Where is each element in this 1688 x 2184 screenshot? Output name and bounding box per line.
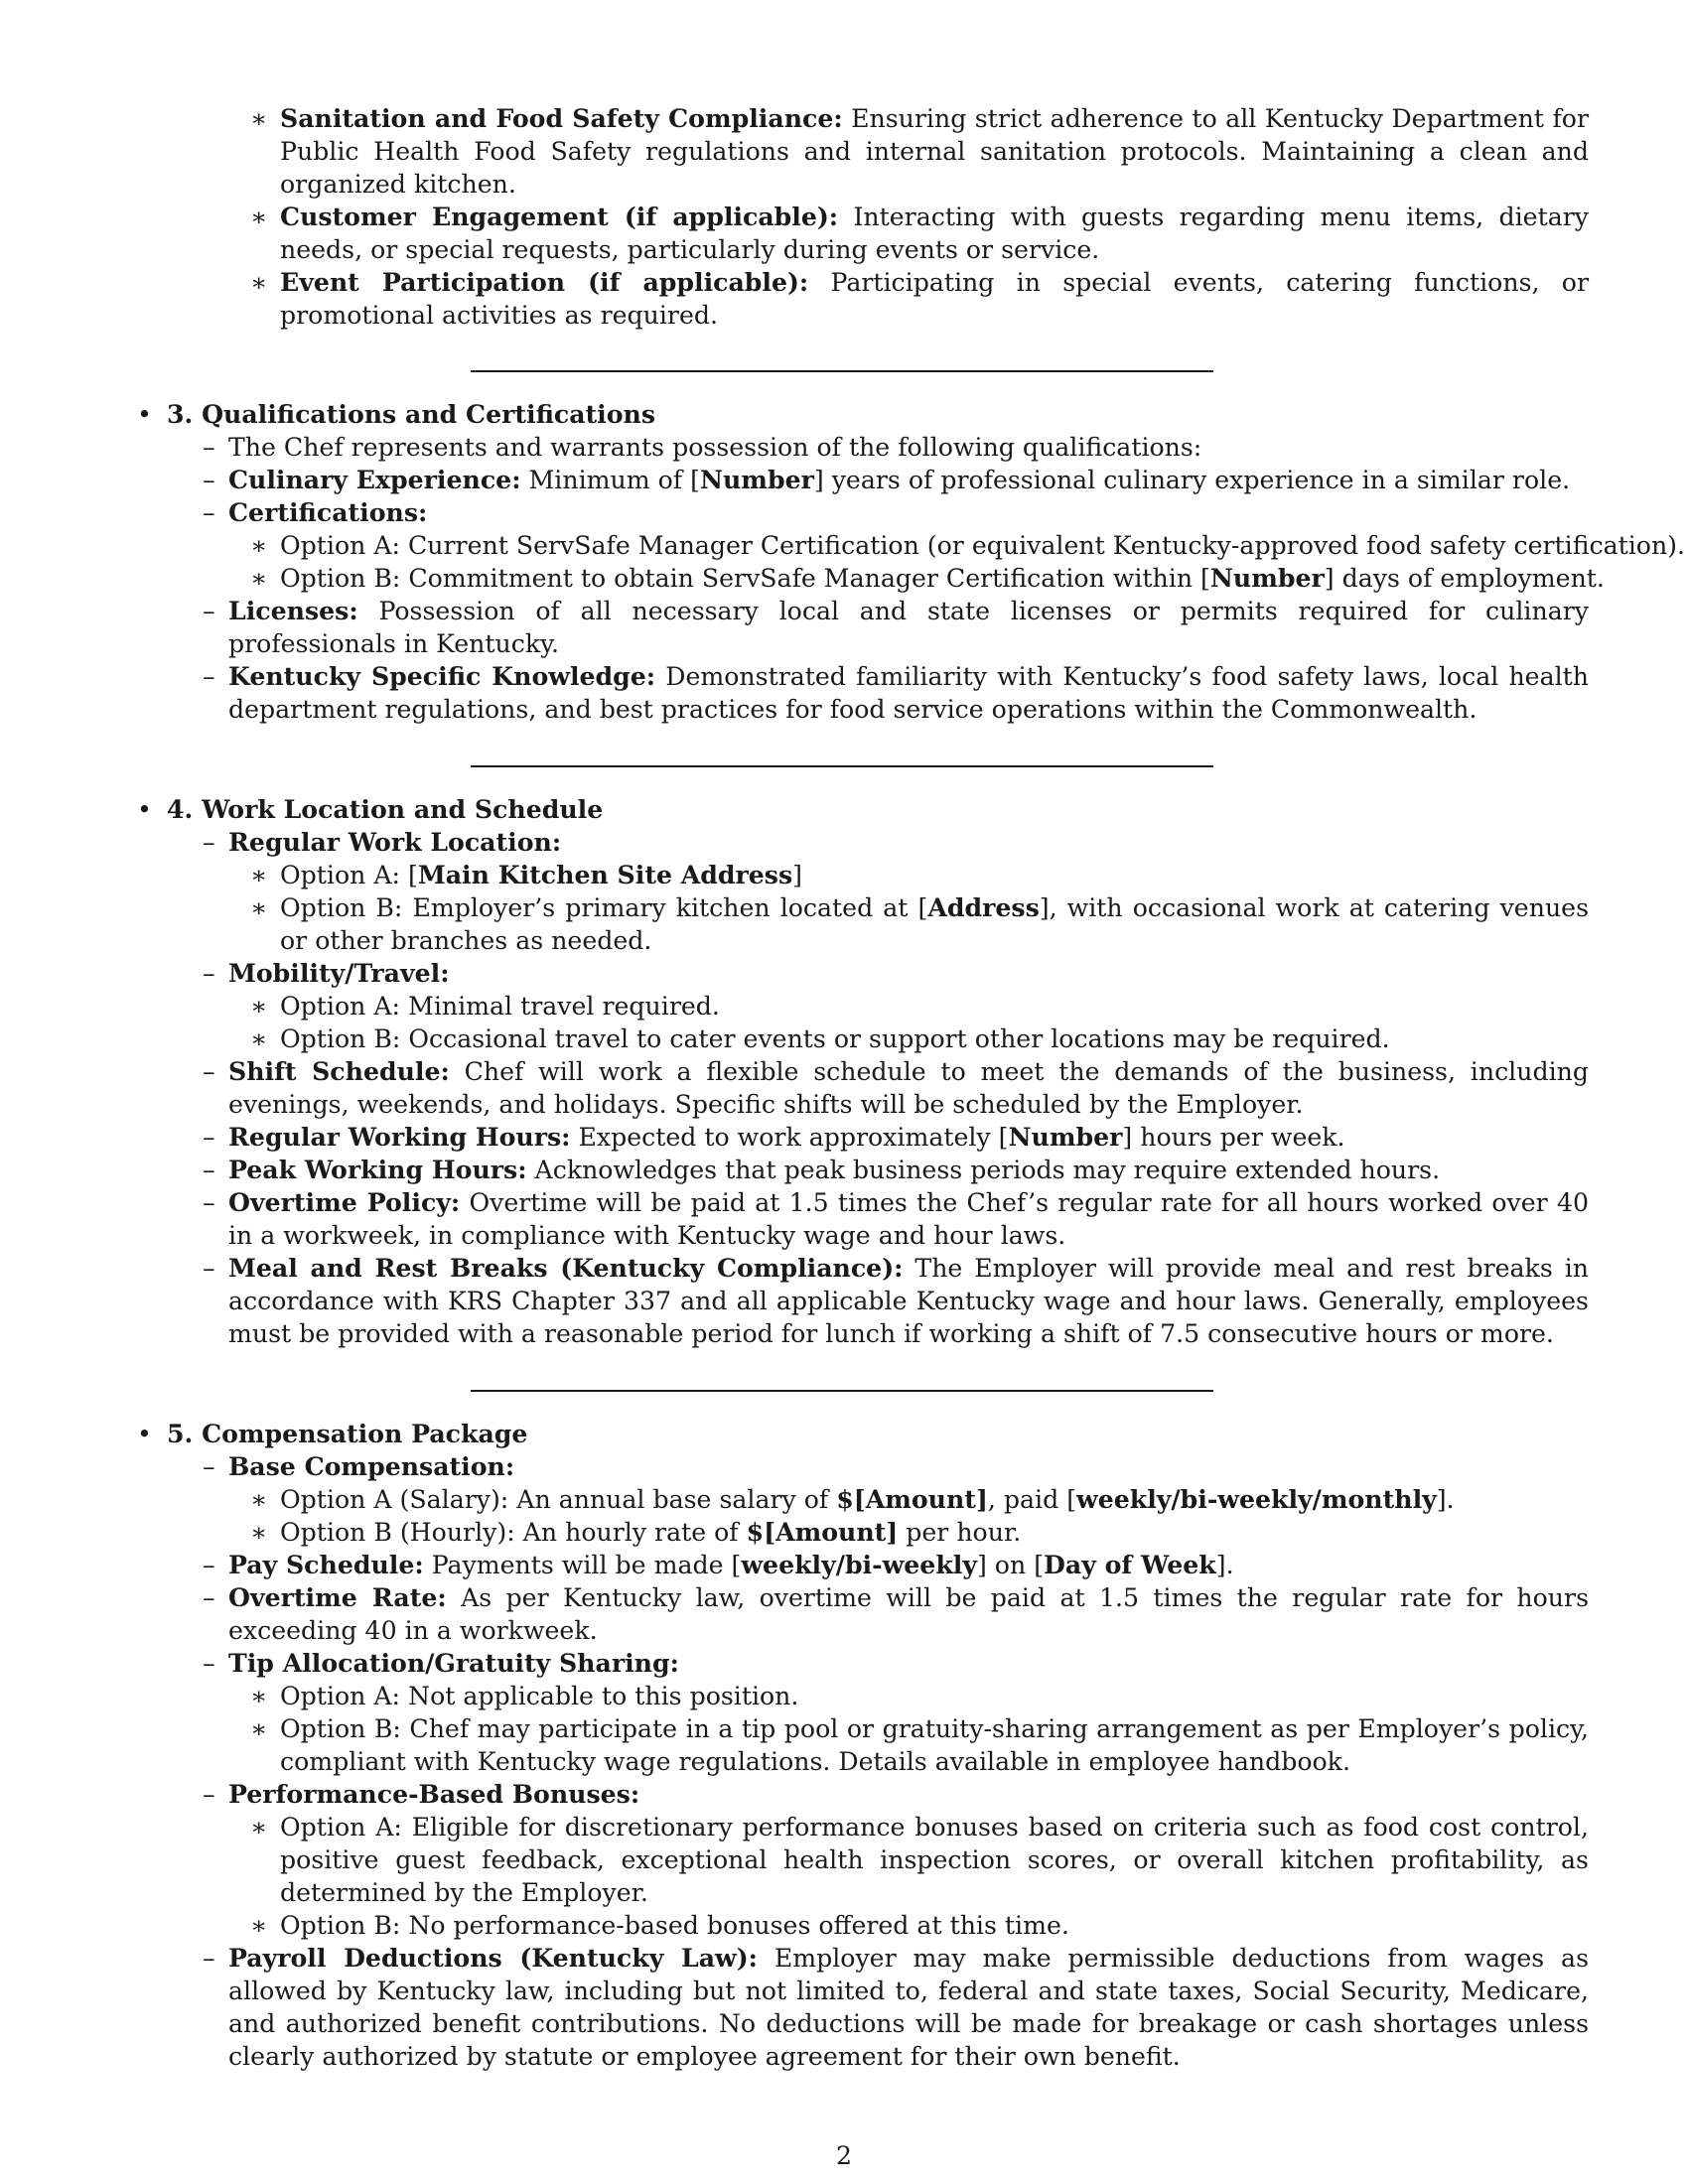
star-marker: ∗: [250, 1714, 268, 1743]
item-label: Sanitation and Food Safety Compliance:: [280, 103, 843, 133]
dash-marker: –: [203, 1780, 215, 1809]
pay-schedule: [228, 1549, 1234, 1581]
item-text: Employer may make permissible deductions from wages as allowed by Kentucky law, including but not limited to, federal and state taxes, Social Security, Medicare, and authorized benefit contributions. No deductions will be made for breakage or cash shortages unless clearly authorized by statute or employee agreement for their own benefit.: [228, 1944, 1589, 2071]
item-label: Regular Working Hours:: [228, 1122, 571, 1152]
placeholder-field: $[Amount]: [836, 1484, 988, 1514]
culinary-experience: [228, 464, 1570, 496]
dash-marker: –: [203, 1551, 215, 1579]
cert-option-b: [280, 562, 1605, 595]
item-label: Tip Allocation/Gratuity Sharing:: [228, 1648, 679, 1678]
tip-option-a: Option A: Not applicable to this position.: [280, 1682, 799, 1710]
licenses: [228, 595, 1589, 660]
list-item-customer-engagement: [280, 201, 1589, 266]
item-label: Performance-Based Bonuses:: [228, 1779, 640, 1809]
section-divider: [471, 765, 1213, 767]
dash-marker: –: [203, 433, 215, 462]
star-marker: ∗: [250, 268, 268, 297]
cert-option-a: Option A: Current ServSafe Manager Certification (or equivalent Kentucky-approved food safety certification).: [280, 531, 1686, 560]
item-label: Event Participation (if applicable):: [280, 267, 809, 297]
placeholder-field: Main Kitchen Site Address: [417, 860, 793, 889]
item-label: Shift Schedule:: [228, 1056, 450, 1086]
item-text: Option B: Commitment to obtain ServSafe Manager Certification within [: [280, 564, 1210, 593]
item-label: Overtime Rate:: [228, 1582, 447, 1612]
section-heading: 5. Compensation Package: [167, 1419, 528, 1448]
section-divider: [471, 1390, 1213, 1392]
list-item-event-participation: [280, 266, 1589, 332]
item-label: Customer Engagement (if applicable):: [280, 202, 839, 231]
item-text: Minimum of [: [528, 466, 700, 494]
item-text: ] on [: [976, 1551, 1045, 1579]
item-text: Option A: [: [280, 861, 418, 889]
item-text: ].: [1436, 1485, 1455, 1514]
item-text: Payments will be made [: [431, 1551, 742, 1579]
star-marker: ∗: [250, 1024, 268, 1053]
dash-marker: –: [203, 1057, 215, 1086]
star-marker: ∗: [250, 992, 268, 1021]
item-text: Participating in special events, catering functions, or promotional activities as required.: [280, 268, 1589, 330]
item-text: Expected to work approximately [: [578, 1123, 1009, 1152]
dash-marker: –: [203, 959, 215, 988]
item-text: Option A (Salary): An annual base salary of: [280, 1485, 837, 1514]
section-heading: 3. Qualifications and Certifications: [167, 399, 656, 429]
star-marker: ∗: [250, 1485, 268, 1514]
location-option-b: [280, 891, 1589, 957]
dash-marker: –: [203, 466, 215, 494]
dash-marker: –: [203, 1254, 215, 1283]
bullet-marker: •: [137, 795, 152, 824]
payroll-deductions: [228, 1942, 1589, 2073]
section-heading: 4. Work Location and Schedule: [167, 794, 604, 824]
tip-option-b: Option B: Chef may participate in a tip pool or gratuity-sharing arrangement as per Employer’s policy, compliant with Kentucky wage regulations. Details available in employee handbook.: [280, 1714, 1589, 1776]
base-option-b: [280, 1516, 1021, 1549]
dash-marker: –: [203, 498, 215, 527]
regular-working-hours: [228, 1121, 1345, 1154]
star-marker: ∗: [250, 104, 268, 133]
dash-marker: –: [203, 1156, 215, 1184]
item-text: Overtime will be paid at 1.5 times the Chef’s regular rate for all hours worked over 40 in a workweek, in compliance with Kentucky wage and hour laws.: [228, 1188, 1589, 1250]
item-label: Overtime Policy:: [228, 1187, 461, 1217]
overtime-policy: [228, 1186, 1589, 1252]
section-intro: The Chef represents and warrants possession of the following qualifications:: [228, 433, 1202, 462]
dash-marker: –: [203, 1583, 215, 1612]
item-text: ] days of employment.: [1324, 564, 1605, 593]
dash-marker: –: [203, 1123, 215, 1152]
star-marker: ∗: [250, 1911, 268, 1940]
placeholder-field: Day of Week: [1044, 1550, 1216, 1579]
bullet-marker: •: [137, 400, 152, 429]
item-label: Certifications:: [228, 497, 428, 527]
item-text: Chef will work a flexible schedule to meet the demands of the business, including evenings, weekends, and holidays. Specific shifts will be scheduled by the Employer.: [228, 1057, 1589, 1119]
item-text: As per Kentucky law, overtime will be paid at 1.5 times the regular rate for hours exceeding 40 in a workweek.: [228, 1583, 1589, 1645]
star-marker: ∗: [250, 203, 268, 231]
dash-marker: –: [203, 1188, 215, 1217]
item-text: per hour.: [898, 1518, 1022, 1547]
star-marker: ∗: [250, 531, 268, 560]
overtime-rate: [228, 1581, 1589, 1647]
star-marker: ∗: [250, 564, 268, 593]
item-label: Licenses:: [228, 596, 358, 625]
base-option-a: [280, 1483, 1455, 1516]
item-label: Peak Working Hours:: [228, 1155, 527, 1184]
dash-marker: –: [203, 597, 215, 625]
item-text: The Employer will provide meal and rest breaks in accordance with KRS Chapter 337 and all applicable Kentucky wage and hour laws. Generally, employees must be provided with a reasonable period for lunch if working a shift of 7.5 consecutive hours or more.: [228, 1254, 1589, 1348]
kentucky-knowledge: [228, 660, 1589, 726]
shift-schedule: [228, 1055, 1589, 1121]
placeholder-field: Number: [1209, 563, 1325, 593]
placeholder-field: weekly/bi-weekly/monthly: [1076, 1484, 1437, 1514]
star-marker: ∗: [250, 1682, 268, 1710]
perf-option-a: Option A: Eligible for discretionary performance bonuses based on criteria such as food cost control, positive guest feedback, exceptional health inspection scores, or overall kitchen profitability, as determined by the Employer.: [280, 1813, 1589, 1907]
item-text: ].: [1215, 1551, 1234, 1579]
placeholder-field: Number: [1008, 1122, 1123, 1152]
item-text: ] hours per week.: [1122, 1123, 1345, 1152]
dash-marker: –: [203, 662, 215, 691]
item-text: Possession of all necessary local and state licenses or permits required for culinary professionals in Kentucky.: [228, 597, 1590, 658]
item-text: ], with occasional work at catering venues or other branches as needed.: [280, 893, 1589, 955]
item-text: ]: [792, 861, 802, 889]
item-label: Mobility/Travel:: [228, 958, 450, 988]
star-marker: ∗: [250, 861, 268, 889]
item-text: Option B (Hourly): An hourly rate of: [280, 1518, 747, 1547]
star-marker: ∗: [250, 1813, 268, 1842]
item-text: Interacting with guests regarding menu items, dietary needs, or special requests, particularly during events or service.: [280, 203, 1589, 264]
peak-working-hours: [228, 1154, 1440, 1186]
page-number: 2: [835, 2141, 853, 2170]
location-option-a: [280, 859, 802, 891]
dash-marker: –: [203, 828, 215, 857]
mobility-option-a: Option A: Minimal travel required.: [280, 992, 720, 1021]
item-label: Culinary Experience:: [228, 465, 521, 494]
dash-marker: –: [203, 1452, 215, 1481]
star-marker: ∗: [250, 893, 268, 922]
item-label: Pay Schedule:: [228, 1550, 424, 1579]
item-text: Acknowledges that peak business periods may require extended hours.: [534, 1156, 1441, 1184]
placeholder-field: Address: [927, 892, 1040, 922]
dash-marker: –: [203, 1649, 215, 1678]
item-text: Demonstrated familiarity with Kentucky’s food safety laws, local health department regulations, and best practices for food service operations within the Commonwealth.: [228, 662, 1589, 724]
dash-marker: –: [203, 1944, 215, 1973]
meal-rest-breaks: [228, 1252, 1589, 1350]
mobility-option-b: Option B: Occasional travel to cater events or support other locations may be required.: [280, 1024, 1390, 1053]
placeholder-field: weekly/bi-weekly: [741, 1550, 977, 1579]
perf-option-b: Option B: No performance-based bonuses offered at this time.: [280, 1911, 1069, 1940]
bullet-marker: •: [137, 1420, 152, 1448]
item-text: Option B: Employer’s primary kitchen located at [: [280, 893, 928, 922]
item-text: ] years of professional culinary experience in a similar role.: [813, 466, 1571, 494]
item-text: Ensuring strict adherence to all Kentucky Department for Public Health Food Safety regulations and internal sanitation protocols. Maintaining a clean and organized kitchen.: [280, 104, 1589, 199]
item-label: Base Compensation:: [228, 1451, 515, 1481]
item-label: Meal and Rest Breaks (Kentucky Compliance):: [228, 1253, 904, 1283]
item-text: , paid [: [987, 1485, 1077, 1514]
item-label: Regular Work Location:: [228, 827, 562, 857]
item-label: Payroll Deductions (Kentucky Law):: [228, 1943, 758, 1973]
list-item-sanitation: [280, 102, 1589, 201]
section-divider: [471, 370, 1213, 372]
item-label: Kentucky Specific Knowledge:: [228, 661, 656, 691]
placeholder-field: $[Amount]: [746, 1517, 899, 1547]
star-marker: ∗: [250, 1518, 268, 1547]
placeholder-field: Number: [699, 465, 814, 494]
